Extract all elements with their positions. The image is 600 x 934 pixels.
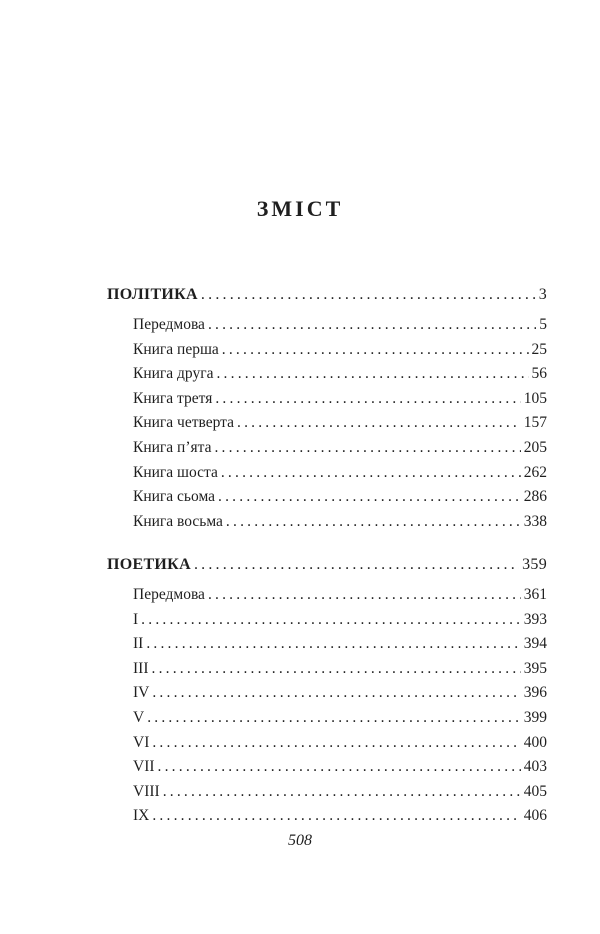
toc-entry[interactable] xyxy=(107,684,547,709)
toc-entry-label: Книга шоста xyxy=(133,463,218,481)
toc-page-number: 338 xyxy=(523,512,547,530)
toc-heading-poetics[interactable] xyxy=(107,556,547,586)
toc-page-number: 361 xyxy=(523,586,547,603)
toc-page-number: 394 xyxy=(523,635,547,653)
toc-entry-label: IV xyxy=(133,684,150,702)
toc-entry-label: Книга четверта xyxy=(133,414,234,432)
toc-entry-label: II xyxy=(133,635,144,653)
dot-leader xyxy=(194,556,519,574)
toc-page-number: 3 xyxy=(538,286,547,303)
toc-entry-label: Передмова xyxy=(133,316,205,333)
toc-page-number: 105 xyxy=(523,389,547,407)
toc-entry[interactable] xyxy=(107,611,547,636)
dot-leader xyxy=(214,439,520,457)
dot-leader xyxy=(208,586,521,604)
toc-page-number: 5 xyxy=(539,316,547,333)
toc-page-number: 393 xyxy=(523,610,547,628)
toc-page-number: 359 xyxy=(522,556,547,573)
toc-entry[interactable] xyxy=(107,635,547,660)
toc-page-number: 405 xyxy=(523,782,547,800)
dot-leader xyxy=(141,611,521,629)
toc-entry-label: Книга п’ята xyxy=(133,438,212,456)
page-folio-number: 508 xyxy=(288,832,312,849)
toc-page-number: 25 xyxy=(531,340,547,358)
toc-page-number: 157 xyxy=(523,414,547,432)
page-title: ЗМІСТ xyxy=(256,196,344,221)
toc-page-number: 406 xyxy=(523,807,547,825)
toc-entry-label: Книга третя xyxy=(133,389,213,407)
dot-leader xyxy=(221,464,521,482)
toc-page-number: 205 xyxy=(523,438,547,456)
toc-entry-label: IX xyxy=(133,807,150,825)
dot-leader xyxy=(226,513,521,531)
toc-entry[interactable] xyxy=(107,513,547,538)
toc-heading-label: ПОЛІТИКА xyxy=(107,286,198,303)
toc-entry-label: Книга перша xyxy=(133,340,219,358)
dot-leader xyxy=(201,286,536,304)
toc-entry[interactable] xyxy=(107,586,547,611)
toc-section-poetics xyxy=(107,556,547,832)
toc-entry[interactable] xyxy=(107,758,547,783)
toc-entry[interactable] xyxy=(107,365,547,390)
toc-entry[interactable] xyxy=(107,439,547,464)
toc-section-politics xyxy=(107,286,547,537)
dot-leader xyxy=(215,390,520,408)
dot-leader xyxy=(163,783,521,801)
dot-leader xyxy=(152,734,520,752)
toc-entry-label: Передмова xyxy=(133,586,205,603)
toc-entry[interactable] xyxy=(107,488,547,513)
toc-page-number: 403 xyxy=(523,758,547,776)
toc-page-number: 286 xyxy=(523,488,547,506)
toc-entry-label: III xyxy=(133,659,149,677)
toc-entry[interactable] xyxy=(107,660,547,685)
dot-leader xyxy=(208,316,536,334)
dot-leader xyxy=(237,414,521,432)
toc-entry[interactable] xyxy=(107,807,547,832)
dot-leader xyxy=(146,635,520,653)
toc-entry-label: Книга восьма xyxy=(133,512,223,530)
dot-leader xyxy=(218,488,521,506)
dot-leader xyxy=(152,807,520,825)
toc-entry-label: VI xyxy=(133,733,150,751)
dot-leader xyxy=(147,709,521,727)
toc-page-number: 262 xyxy=(523,463,547,481)
toc-entry[interactable] xyxy=(107,316,547,341)
toc-entry[interactable] xyxy=(107,341,547,366)
toc-heading-label: ПОЕТИКА xyxy=(107,556,191,573)
dot-leader xyxy=(152,684,520,702)
toc-entry-label: VIII xyxy=(133,782,160,800)
toc-entry[interactable] xyxy=(107,390,547,415)
toc-heading-politics[interactable] xyxy=(107,286,547,316)
toc-entry-label: Книга сьома xyxy=(133,488,216,506)
toc-page-number: 400 xyxy=(523,733,547,751)
toc-entry[interactable] xyxy=(107,734,547,759)
dot-leader xyxy=(158,758,521,776)
toc-page-number: 399 xyxy=(523,708,547,726)
dot-leader xyxy=(152,660,521,678)
toc-entry-label: V xyxy=(133,708,145,726)
toc-entry[interactable] xyxy=(107,414,547,439)
dot-leader xyxy=(216,365,528,383)
dot-leader xyxy=(222,341,529,359)
toc-entry[interactable] xyxy=(107,464,547,489)
toc-page-number: 56 xyxy=(531,365,547,383)
toc-entry-label: Книга друга xyxy=(133,365,214,383)
toc-entry[interactable] xyxy=(107,709,547,734)
toc-page-number: 396 xyxy=(523,684,547,702)
toc-entry[interactable] xyxy=(107,783,547,808)
toc-entry-label: VII xyxy=(133,758,155,776)
toc-entry-label: I xyxy=(133,610,139,628)
toc-page-number: 395 xyxy=(523,659,547,677)
